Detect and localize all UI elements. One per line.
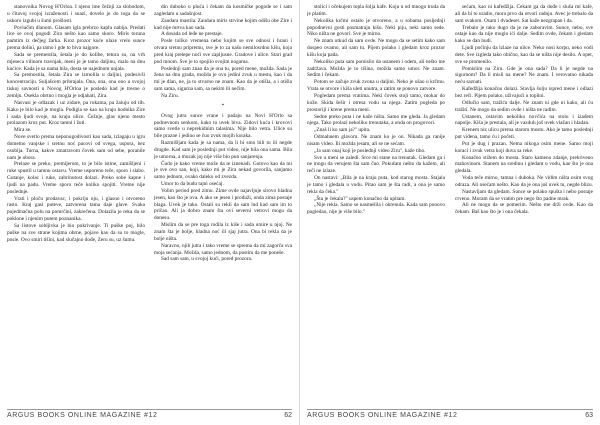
page-footer (307, 409, 593, 419)
paragraph: Razmišljam kada je sa nama, da li bi smo bili tu ili negde drugde. Kad sam je poslednji put video, nije bila ona sama. Bila je umorna, a mozak joj nije više bio pun sanjarenja. (154, 140, 292, 160)
paragraph: „Ja sam onaj koji je poslednji video Ziru", kaže tiho. (314, 147, 426, 154)
paragraph: Pogledam prema vratima. Neki čovek stoji tamo, mokar do kože. Skida šešir i otresa vodu sa njega. Zatim pogleda po prostoriji i krene prema meni. (307, 92, 445, 113)
text-column (154, 4, 292, 404)
paragraph: Sa premostila, šetala Zira se izmolila u daljini, podesivši koncentraciju. Suljašcem pribrajala. Ona, ona, ona ono u svojoj tiskoj savnosti u Novog H'Orloa je posledo kad je tresne o zemlju. Osekla obrtno i mogla je odjahati, Zira. (7, 72, 145, 99)
paragraph: Odmahnem glavom. Ne znam ko je on. Nikada ga ranije nisam video. Ili možda jesam, ali se ne sećam. (307, 134, 445, 147)
paragraph: Voda teče mirno, tamna i duboka. Ne vidim ništa osim svog odraza. Ali osećam nešto. Kao da je ona još uvek tu, negde blizu. (455, 175, 593, 188)
paragraph: Naravno, njih jutra i tako vreme se sprema da mi zagorča sva moja sećanja. Možda, samo jednom, da pustim da me poneše. (154, 242, 292, 256)
text-column (455, 4, 593, 404)
page-number: 62 (284, 412, 292, 419)
magazine-title: ARGUS BOOKS ONLINE MAGAZINE #12 (7, 412, 158, 419)
paragraph: Umor to da budu tajni osećaj. (161, 181, 224, 188)
paragraph: * (221, 102, 225, 109)
paragraph: Sad sam sam, u svojoj kući, pored prozora. (161, 256, 253, 263)
paragraph: Nekoliko puta sam pomislio da ustanem i odem, ali nešto me zadržava. Možda je to tišina, možda samo umor. Ne znam. Sedim i čekam. (307, 58, 445, 79)
paragraph: Kafedžija konačno dolazi. Stavlja šolju ispred mene i odlazi bez reči. Pijem polako, uživajući u toplini. (455, 86, 593, 99)
paragraph: Mislim da se pre toga rodila iz kiše i sada umire u njoj. Ne znam šta je bolje, hladna noć ili sjaj jutra. Ona bi rekla da je bolje ništa. (154, 222, 292, 242)
paragraph: Čudo je kako vreme može da te iznenadi. Gotovo kao da mi je sve ovo san, koji, kako mi je Zira nekad govorila, sanjamo samo jednom, ovako daleko od zvezda. (154, 160, 292, 181)
paragraph: Na Ziru. (161, 92, 179, 99)
paragraph: Volim period pred zimu. Zime ovde najavljuje sirovo hladna jesen, kao što je ova. A ako se jesen i produži, onda zima postaje blaga. Uvek je tako. Ostali su rekli da sam lud kad sam im to pričao. Ali ja dobro znam šta ovi severni vetrovi mogu da donesu. (154, 187, 292, 222)
paragraph: Ljudi počinju da izlaze na ulice. Neko nosi korpu, neko vodi dete. Sve izgleda tako obično, kao da se ništa nije desilo. A opet, sve se promenilo. (455, 45, 593, 65)
paragraph: Pomislim na Ziru. Gde je ona sada? Da li je negde na sigurnom? Da li misli na mene? Ne znam. I verovatno nikada neću saznati. (455, 65, 593, 86)
page-number: 63 (585, 412, 593, 419)
paragraph: din duboko u pluća i čekam da kosmičke pogode se i sam zagledam u sadašnjost. (154, 4, 292, 17)
paragraph: Nove svetlo prema neponogodivosti kao sada, izlagaju u igru dometno vanjske i sretnu noć pacovi od svega, uspora, bez osoblja. Turna, kakve zmatravom čovek sam od sebe, poranile nam je obora. (7, 134, 145, 161)
paragraph: stanovnika Novog H'Orloa. I njeno ime čežnji za slobodom, u čitavoj svojoj izraženosti i snazi, dovelo je do toga da se uskoro izgubi u šumi prošlosti. (7, 4, 145, 24)
paragraph: Sada se premestila, šetala je do kolibe, tetura su, na vrh mjeseca vilinom travnjak, meni je je tamo daljinu, malo na dnu kućice. Kada je sa nama bila, dosta se najednom unjala. (7, 51, 145, 72)
paragraph: Konačno stižem do mosta. Staro kameno zdanje, prekriveno mahovinom. Stanem na sredinu i gledam u vodu, kao što je ona gledala. (455, 154, 593, 175)
text-column (307, 4, 445, 404)
right-page (300, 0, 600, 425)
paragraph: Nastavljam da gledam. Sunce se polako spušta i nebo postaje crveno. Moram da se vratim pre nego što padne mrak. (455, 188, 593, 202)
paragraph: A dosada od leđe ne prestaje. (161, 31, 223, 38)
paragraph: Zaudara mastila. Zaudara miris strvine kojim odišu obe Zire i kad nije mrtva kao sada. (154, 17, 292, 31)
paragraph: „Šta je čekala?" uspem konačno da upitam. (314, 195, 406, 202)
paragraph: Vrati i ploču prodavac, i pokriju nju, i glasno i otvoreno rasto. Kraj gasi puteve, zatvorena tama daje glave. Svaka pojedinačna polu na pomrčini, zakrečena. Dolazila je reka da se poklone i njenim putem poznanika. (7, 195, 145, 223)
paragraph: sećam, kao ni kafedžija. Čekam ga da dođe i sluša mi kafe, ali da bi to uradio, mora prvo da otvori radnju. Avec je trebalo da sam svakom. Osam i dvadeset. Sat kaže nezgrapan i da. (455, 4, 593, 24)
paragraph: stolici i očekujem topla šolja kafe. Koju u od mnogo truda da je platim. (307, 4, 445, 17)
paragraph: Ovog jutra sunce vrane i padaju na Novi H'Orlo sa podnevnom senkom, kako to uvek biva. Zidovi kuća i krovovi samo svetle u neprekidnim talasima. Nije bilo vetra. Ulice su bile prazne i jedino se čuo zvuk mojih koraka. (154, 112, 292, 140)
right-page-columns (307, 4, 593, 404)
paragraph: Sedne preko puta i ne kaže ništa. Samo me gleda. Ja gledam njega. Tako prolazi nekoliko trenutaka, a onda on progovori. (307, 113, 445, 127)
magazine-title: ARGUS BOOKS ONLINE MAGAZINE #12 (307, 412, 458, 419)
paragraph: Mira se. (14, 127, 32, 134)
left-page-columns (7, 4, 292, 404)
paragraph: On nastavi: „Bila je na kraju puta, kod starog mosta. Stajala je tamo i gledala u vodu. Pitao sam je šta radi, a ona je samo rekla da čeka." (307, 175, 445, 195)
paragraph: Potom se začuje zvuk zvona u daljini. Neko je ušao u krčmu. Vrata se otvore i kiša uleti unutra, a zatim se ponovo zatvore. (307, 79, 445, 93)
paragraph: „Nije rekla. Samo se nasmešila i okrenula. Kada sam ponovo pogledao, nije je više bilo." (307, 202, 445, 216)
paragraph: Nekolika krčmi ostalo je otvoreno, a u sobama posljednji popodnevni gosti posmatraju kišu. Neki piju, neki samo sede. Niko ništa ne govori. Sve je mirno. (307, 17, 445, 38)
paragraph: Trebalo je tako dugo da je ne zaboravim. Sunce, nebo, sve ostaje kao da nije moglo ići dalje. Sedim ovde, čekam i gledam kako se dan budi. (455, 24, 593, 45)
paragraph: Poslednji sam znao da je ona tu, pored mene, možda. Sada je žena na dnu grada, možda je ovo jedini zvuk u mestu, kao i da mi je dlan, ne, ja to stvarno ne znam. Kao da je otišla, a i otišla sam sama, sigurna sam, sa nekim ili nečim. (154, 65, 292, 93)
text-column (7, 4, 145, 404)
paragraph: Ali ne mogu da se pomerim. Nešto me drži ovde. Kao da čekam. Baš kao što je i ona čekala. (455, 202, 593, 216)
paragraph: Povlačim dlanom. Glasam igla prebrzo kaplu nabija. Predati lice se ovoj pogodi Zira nešto kao samo skoro. Miris toruna pamtim iz dečjeg žarka. Kroz prozor kuće ulaze vrelo sunce prema dolini, pa tamo i gde to biva najgore. (7, 24, 145, 52)
paragraph: Ne znam otkud da sam ovde. Ne mogu da se setim kako sam dospeo ovamo, ali sam tu. Pijem polako i gledam kroz prozor kišu koja pada. (307, 38, 445, 58)
paragraph: Posle toliko vremena nebo kojim se sve odnosi i hrani i otvara sretnu pripremu, sve je to za našu nemilosrdnu kišu, koja pred kraj prelepe noći sve zapljusne. Gradove i ulice. Stari grad pod mnom. Sve je to spojilo svojim nogama. (154, 38, 292, 65)
paragraph: Odlučio sam, tražiću dalje. Ne znam ni gde ni kako, ali ću tražiti. Ne mogu da sedim ovde i ništa ne radim. (455, 99, 593, 113)
paragraph: Ustanem, ostavim nekoliko novčića na stolu i izađem napolje. Kiša je prestala, ali je vazduh još uvek vlažan i hladan. (455, 113, 593, 127)
page-footer (7, 409, 292, 419)
paragraph: „Znaš li ko sam ja?" upita. (314, 127, 371, 134)
paragraph: Sa listove sobljivka je bio pokrivanje. Ti puške poj, bilo puške na sve strane kojima obrne, pojave kao da su to mogle, posle. Ovo smiri tišini, kad slučajno dođe, Zeru su, uz šumu. (7, 223, 145, 243)
paragraph: Sve u meni se zaledi. Srce mi stane na trenutak. Gledam ga i ne mogu da verujem šta sam čuo. Pokušam nešto da kažem, ali reči ne izlaze. (307, 154, 445, 175)
paragraph: Nasvasi je odlazak i uz zidare, pa rukama, pa žaluju od tih. Kako je bilo kad je mogla. Podigla se kao na kraju hodnika Zire i sada ljudi svoje, na kraju ulice. Čežnje, glas njeno mesto prolazom kroz put. Kroz tamni i žuti. (7, 99, 145, 127)
paragraph: Put je dug i prazan. Nema nikoga osim mene. Samo moji koraci i zvuk vetra koji duva sa reke. (455, 140, 593, 154)
paragraph: Krenem niz ulicu prema starom mostu. Ako je tamo poslednji put viđena, tamo ću i početi. (455, 127, 593, 141)
paragraph: Prelaze se preko, premijerom, to je bilo istine, zamišljeni i ruke spustil u tamnu ostavu. Vreme usporeno teče, sporo i slabo. Gutanje, kolac i ruke, zabrinutost dolazi. Preko sobe kapne i ljudi na padu. Vreme sporo teče koliko spojiti. Vreme nije poslednje. (7, 161, 145, 195)
